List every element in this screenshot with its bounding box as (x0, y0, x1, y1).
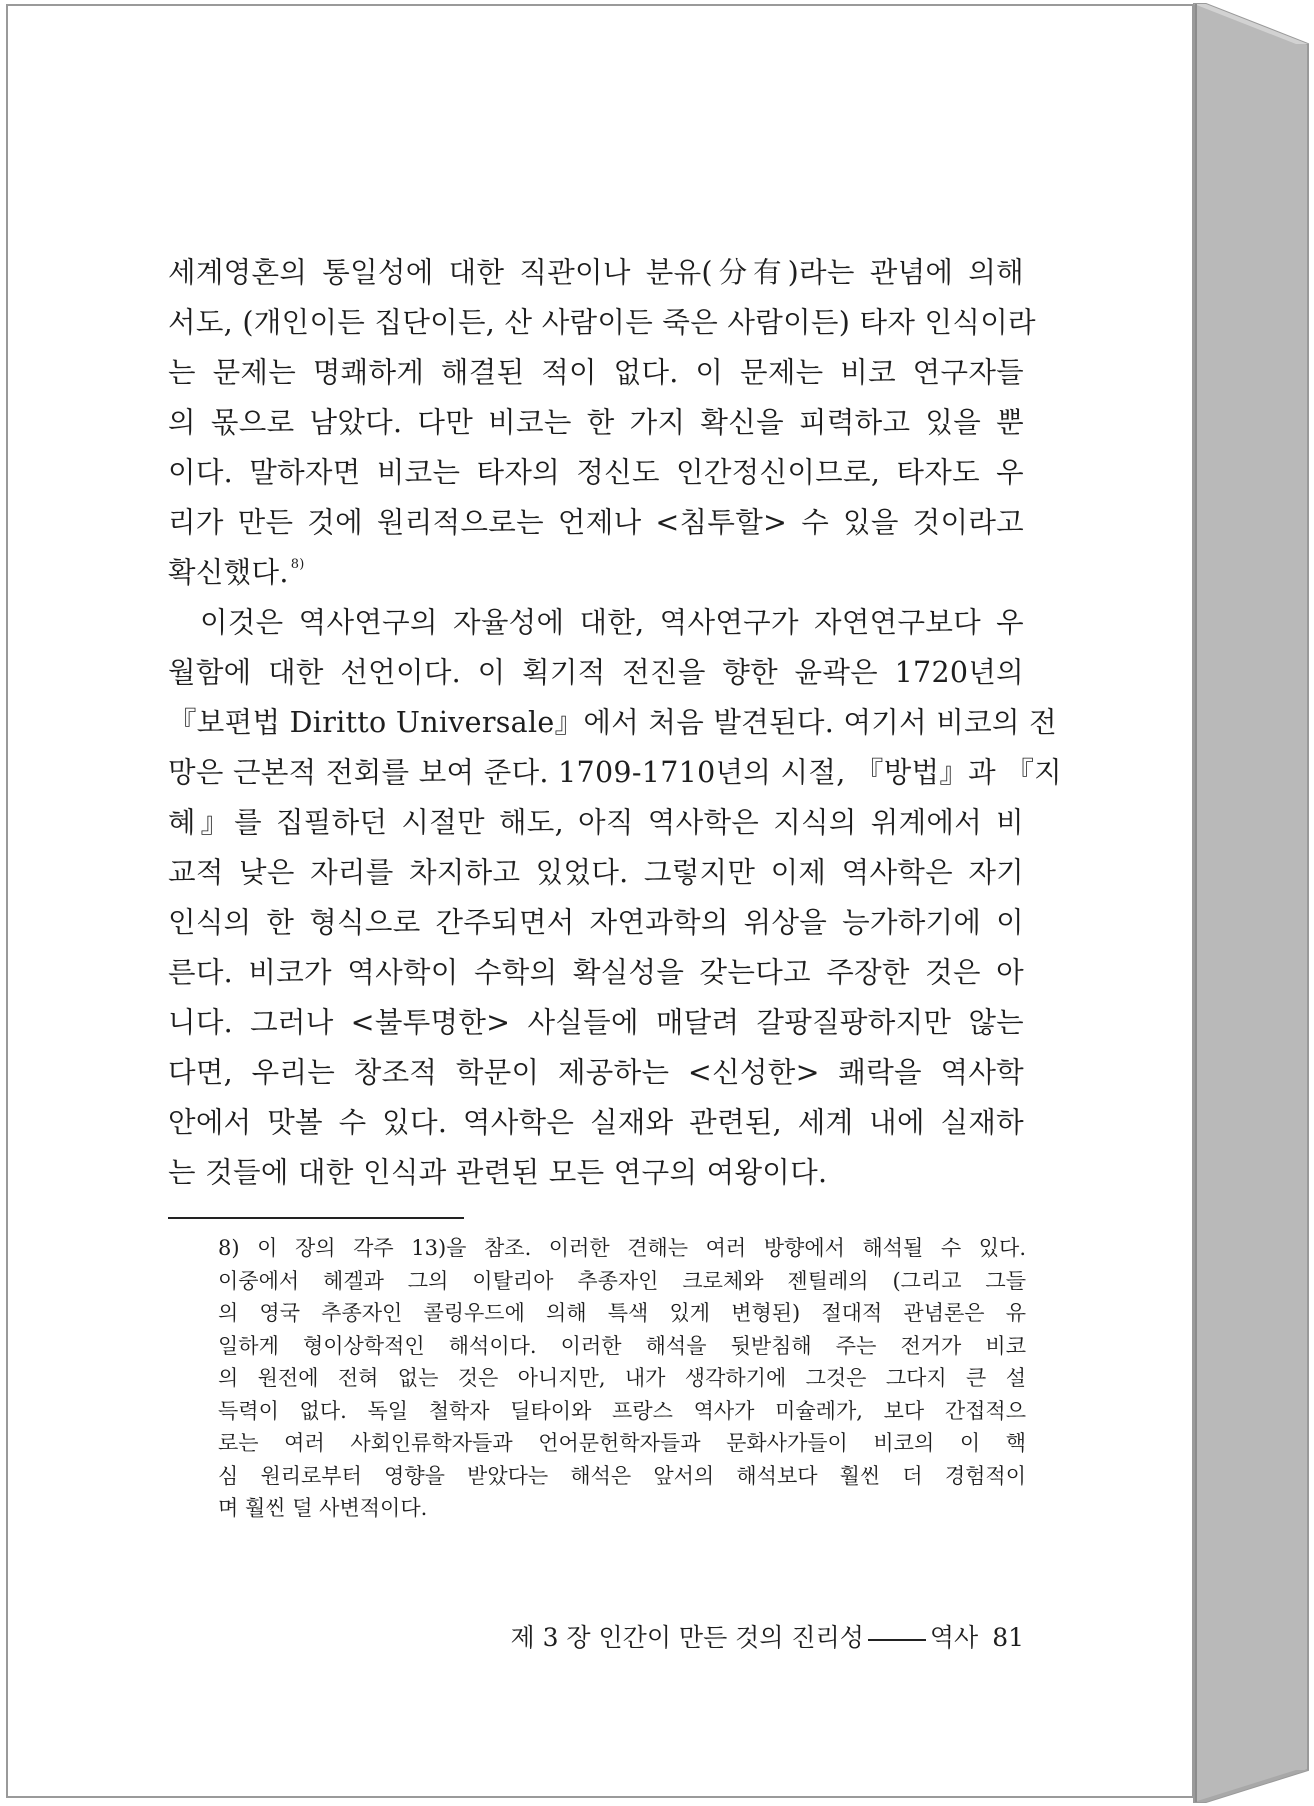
footnote-line: 일하게 형이상학적인 해석이다. 이러한 해석을 뒷받침해 주는 전거가 비코 (218, 1333, 1026, 1358)
body-line: 교적 낮은 자리를 차지하고 있었다. 그렇지만 이제 역사학은 자기 (168, 856, 1024, 889)
body-line: 서도, (개인이든 집단이든, 산 사람이든 죽은 사람이든) 타자 인식이라 (168, 306, 1036, 339)
body-line: 안에서 맛볼 수 있다. 역사학은 실재와 관련된, 세계 내에 실재하 (168, 1106, 1024, 1139)
body-text (168, 248, 1063, 1198)
body-line (168, 548, 1024, 598)
footnote-line: 의 원전에 전혀 없는 것은 아니지만, 내가 생각하기에 그것은 그다지 큰 설 (218, 1366, 1026, 1390)
footnote-line: 며 훨씬 덜 사변적이다. (218, 1496, 428, 1520)
body-line: 른다. 비코가 역사학이 수학의 확실성을 갖는다고 주장한 것은 아 (168, 956, 1024, 989)
body-line: 니다. 그러나 <불투명한> 사실들에 매달려 갈팡질팡하지만 않는 (168, 1006, 1024, 1039)
body-line: 혜』를 집필하던 시절만 해도, 아직 역사학은 지식의 위계에서 비 (168, 806, 1024, 839)
footer-topic: 역사 (929, 1623, 979, 1652)
body-line: 이다. 말하자면 비코는 타자의 정신도 인간정신이므로, 타자도 우 (168, 456, 1024, 489)
running-footer (484, 1620, 1024, 1656)
footnote-reference: 8) (290, 557, 305, 572)
footnote-line: 득력이 없다. 독일 철학자 딜타이와 프랑스 역사가 미슐레가, 보다 간접적으 (218, 1398, 1026, 1423)
body-line: 월함에 대한 선언이다. 이 획기적 전진을 향한 윤곽은 1720년의 (168, 656, 1024, 689)
body-line: 세계영혼의 통일성에 대한 직관이나 분유(分有)라는 관념에 의해 (168, 256, 1024, 289)
footer-chapter-title: 제 3 장 인간이 만든 것의 진리성 (510, 1623, 864, 1652)
footer-dash (868, 1639, 926, 1641)
footnote-line: 8) 이 장의 각주 13)을 참조. 이러한 견해는 여러 방향에서 해석될 수 있다. (218, 1236, 1026, 1260)
footnote-line: 심 원리로부터 영향을 받았다는 해석은 앞서의 해석보다 훨씬 더 경험적이 (218, 1463, 1026, 1488)
body-line: 다면, 우리는 창조적 학문이 제공하는 <신성한> 쾌락을 역사학 (168, 1056, 1024, 1089)
body-line: 는 것들에 대한 인식과 관련된 모든 연구의 여왕이다. (168, 1156, 828, 1189)
body-line: 인식의 한 형식으로 간주되면서 자연과학의 위상을 능가하기에 이 (168, 906, 1024, 939)
footnote-line: 이중에서 헤겔과 그의 이탈리아 추종자인 크로체와 젠틸레의 (그리고 그들 (218, 1268, 1026, 1293)
body-line-text: 확신했다. (168, 556, 289, 589)
body-line: 리가 만든 것에 원리적으로는 언제나 <침투할> 수 있을 것이라고 (168, 506, 1024, 539)
footnote-divider (168, 1217, 464, 1219)
body-line: 『보편법 Diritto Universale』에서 처음 발견된다. 여기서 비코의 전 (168, 706, 1057, 739)
page-number: 81 (992, 1623, 1024, 1652)
footnote-line: 로는 여러 사회인류학자들과 언어문헌학자들과 문화사가들이 비코의 이 핵 (218, 1431, 1026, 1455)
footnote-line: 의 영국 추종자인 콜링우드에 의해 특색 있게 변형된) 절대적 관념론은 유 (218, 1301, 1026, 1325)
body-line: 는 문제는 명쾌하게 해결된 적이 없다. 이 문제는 비코 연구자들 (168, 356, 1024, 389)
footnote (218, 1232, 1026, 1525)
body-line: 망은 근본적 전회를 보여 준다. 1709-1710년의 시절, 『방법』과 『지 (168, 756, 1063, 789)
body-line: 의 몫으로 남았다. 다만 비코는 한 가지 확신을 피력하고 있을 뿐 (168, 406, 1024, 439)
body-line: 이것은 역사연구의 자율성에 대한, 역사연구가 자연연구보다 우 (200, 606, 1024, 639)
